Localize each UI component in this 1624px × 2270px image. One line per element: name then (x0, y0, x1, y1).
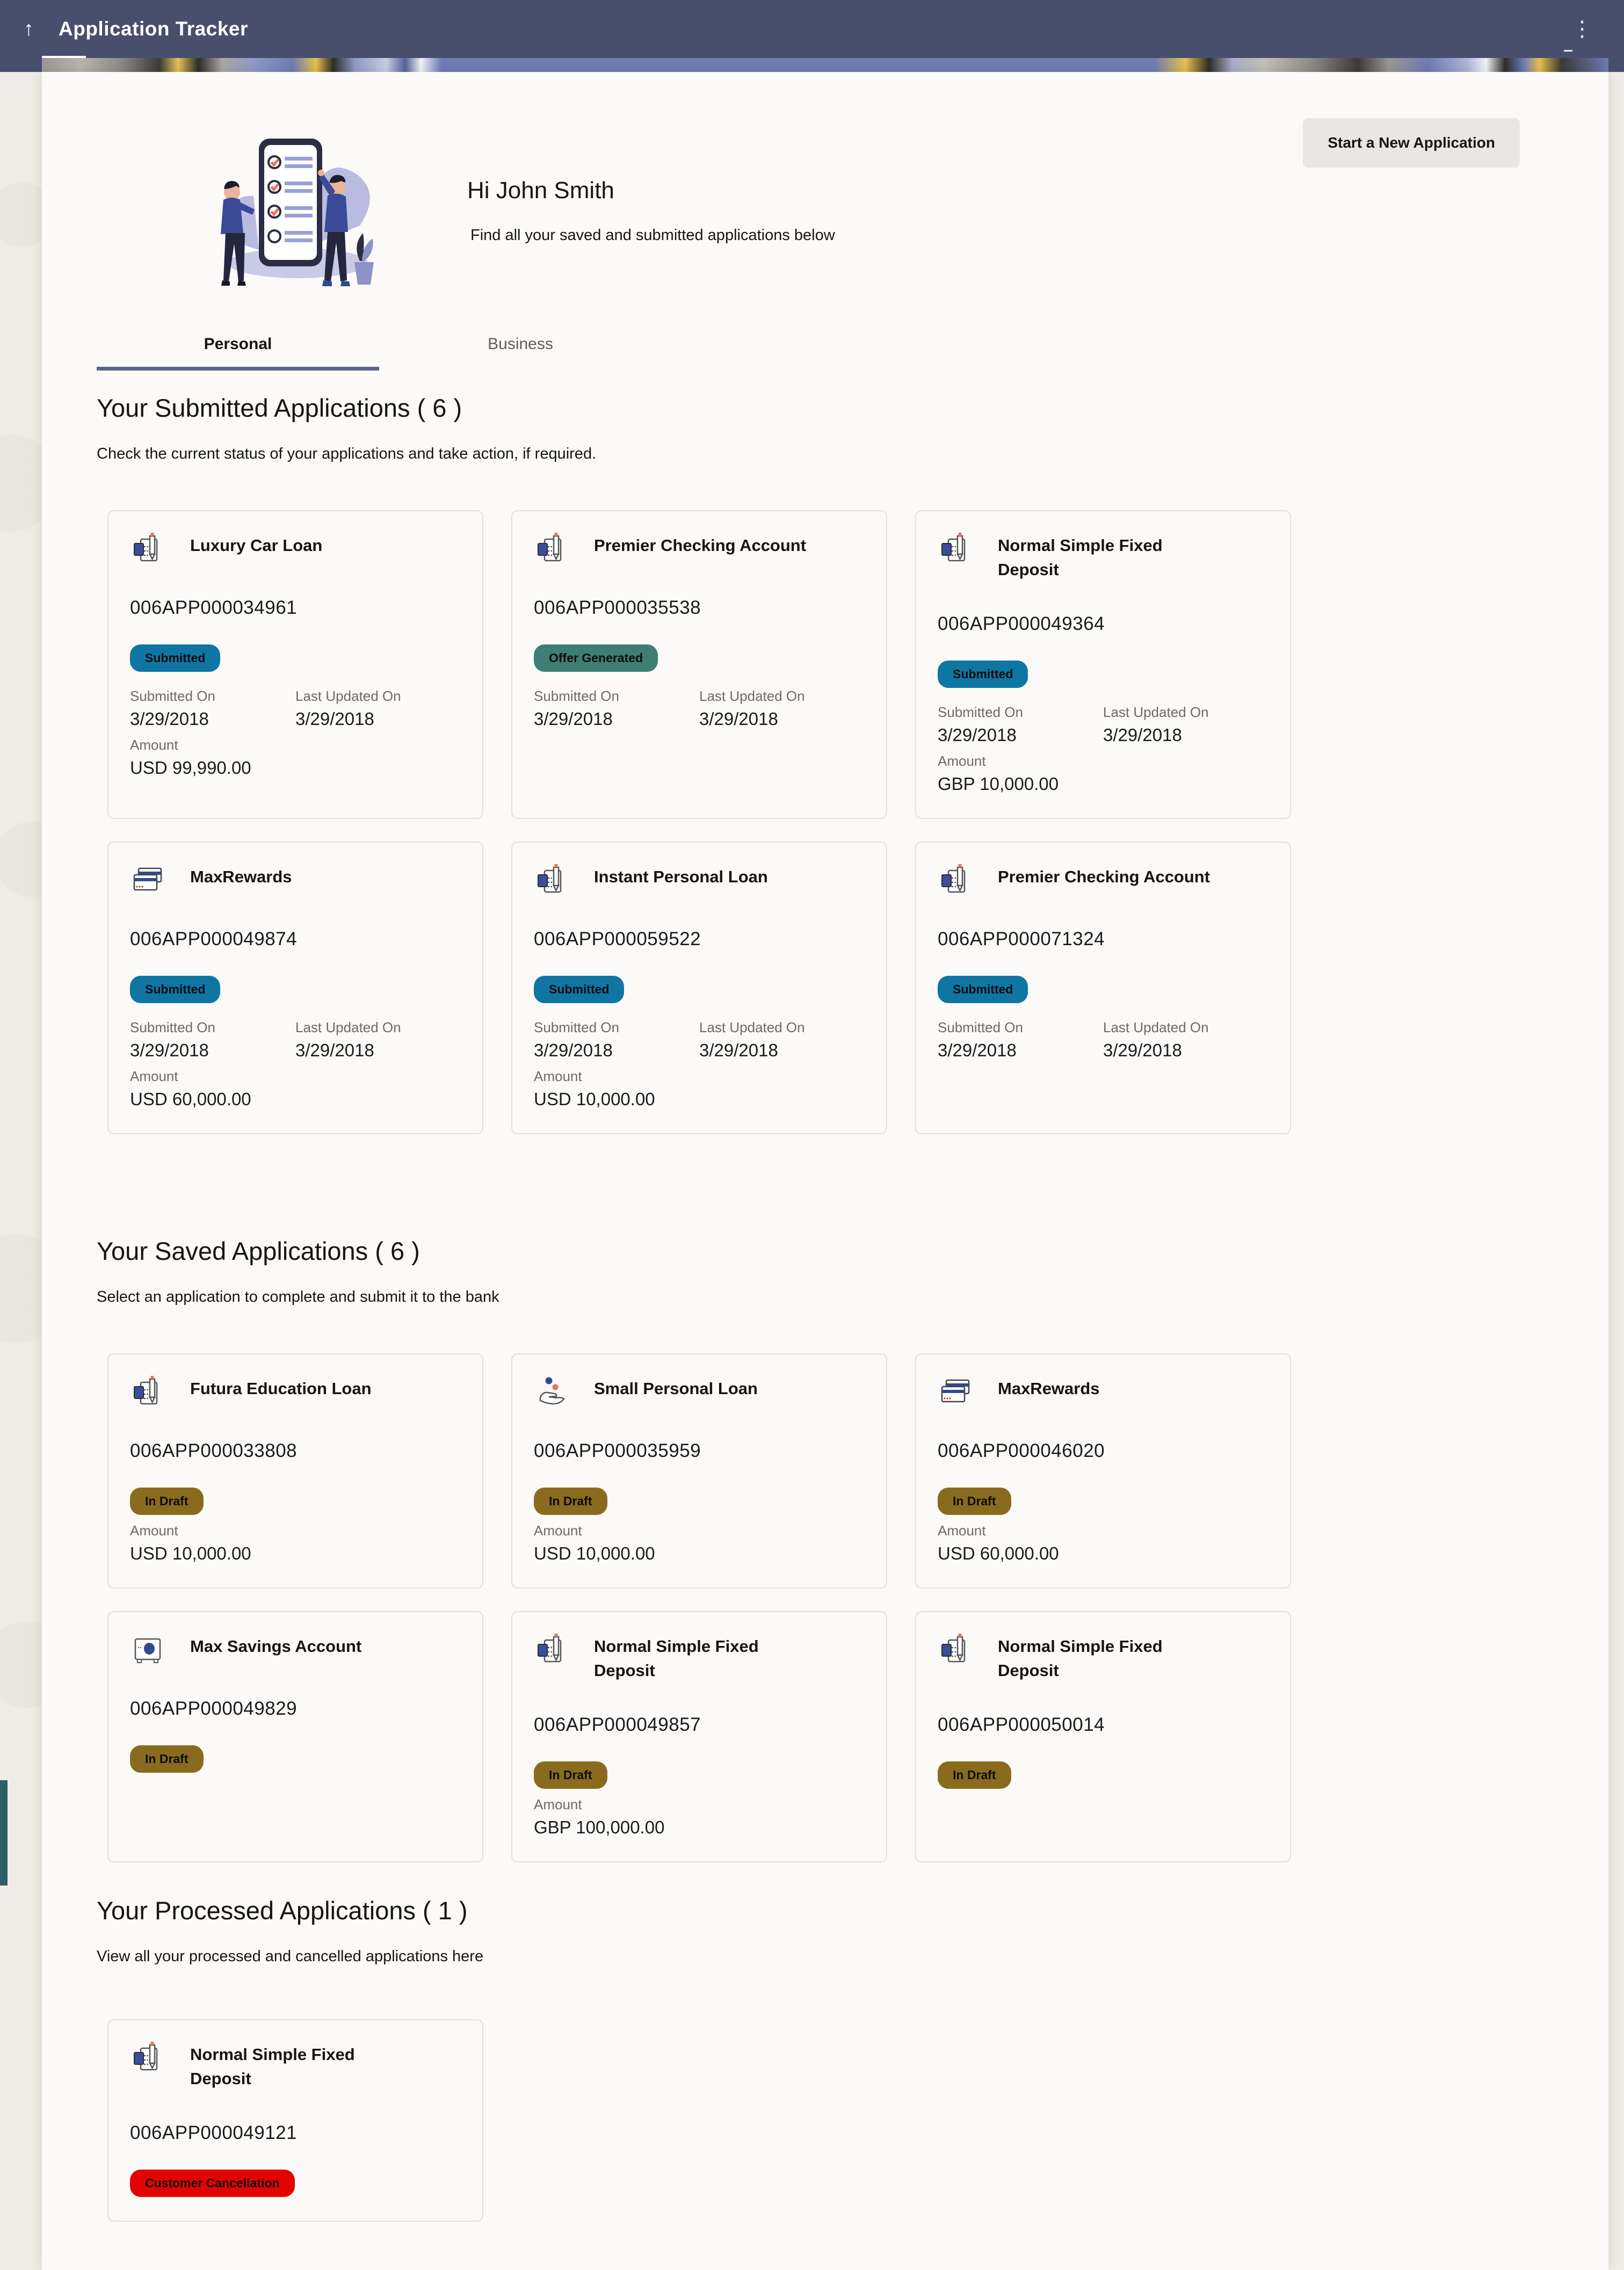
banner-row (0, 58, 1624, 72)
product-name: MaxRewards (190, 867, 292, 886)
section-title-submitted: Your Submitted Applications ( 6 ) (97, 394, 462, 422)
application-card[interactable] (915, 1611, 1291, 1862)
savings-box-icon (130, 1631, 165, 1667)
status-badge: In Draft (534, 1488, 607, 1515)
status-badge: Submitted (938, 976, 1028, 1003)
field-value: 3/29/2018 (295, 1040, 374, 1060)
product-name: Normal Simple Fixed Deposit (998, 536, 1163, 579)
amount-value: USD 10,000.00 (534, 1543, 655, 1563)
page-title: Application Tracker (59, 18, 248, 40)
tabs (97, 325, 1520, 367)
application-card[interactable] (915, 842, 1291, 1134)
status-badge: Customer Cancellation (130, 2170, 295, 2197)
amount-field (130, 737, 461, 778)
amount-label: Amount (534, 1068, 582, 1084)
date-fields (938, 697, 1268, 745)
amount-field (938, 753, 1268, 794)
amount-value: GBP 100,000.00 (534, 1817, 665, 1837)
card-head (130, 865, 461, 897)
status-badge: Submitted (130, 976, 220, 1003)
amount-label: Amount (938, 1522, 986, 1539)
application-form-icon (130, 531, 165, 566)
section-subtitle-submitted: Check the current status of your applications and take action, if required. (97, 445, 597, 462)
application-reference-number: 006APP000033808 (130, 1440, 298, 1461)
application-card[interactable] (511, 1353, 887, 1589)
field-value: 3/29/2018 (534, 1040, 613, 1060)
card-head (130, 2043, 461, 2091)
saved-applications-section (97, 1236, 1520, 1862)
amount-value: USD 10,000.00 (534, 1089, 655, 1109)
application-form-icon (534, 531, 569, 566)
field-label: Submitted On (938, 1019, 1023, 1035)
application-reference-number: 006APP000050014 (938, 1714, 1105, 1735)
application-card[interactable] (107, 842, 483, 1134)
application-form-icon (534, 862, 569, 897)
application-card[interactable] (511, 1611, 887, 1862)
banner-collage-image (42, 58, 1608, 72)
kebab-menu-icon[interactable]: ⋮ (1571, 17, 1593, 41)
application-card[interactable] (107, 1611, 483, 1862)
amount-field (534, 1796, 865, 1838)
amount-label: Amount (534, 1522, 582, 1539)
field-value: 3/29/2018 (1103, 1040, 1182, 1060)
card-head (938, 1635, 1268, 1683)
field-label: Submitted On (130, 688, 215, 704)
tab-business[interactable]: Business (488, 335, 553, 353)
amount-value: USD 99,990.00 (130, 758, 251, 778)
application-card[interactable] (915, 1353, 1291, 1589)
section-subtitle-processed: View all your processed and cancelled applications here (97, 1947, 484, 1965)
submitted-cards-grid (107, 510, 1520, 1134)
status-badge: Submitted (130, 644, 220, 672)
field-label: Last Updated On (295, 688, 401, 704)
application-card[interactable] (511, 510, 887, 819)
application-card[interactable] (915, 510, 1291, 819)
application-reference-number: 006APP000046020 (938, 1440, 1105, 1461)
credit-card-icon (130, 862, 165, 897)
amount-label: Amount (130, 1522, 178, 1539)
amount-label: Amount (938, 752, 986, 769)
field-value: 3/29/2018 (938, 724, 1017, 745)
application-reference-number: 006APP000035959 (534, 1440, 701, 1461)
card-head (938, 865, 1268, 897)
application-card[interactable] (511, 842, 887, 1134)
field-label: Submitted On (130, 1019, 215, 1035)
loan-hand-icon (534, 1374, 569, 1409)
card-head (130, 1377, 461, 1409)
status-badge: Offer Generated (534, 644, 658, 672)
status-badge: In Draft (130, 1745, 204, 1773)
section-title-processed: Your Processed Applications ( 1 ) (97, 1896, 468, 1925)
field-value: 3/29/2018 (699, 1040, 778, 1060)
card-head (938, 1377, 1268, 1409)
amount-field (534, 1068, 865, 1109)
field-value: 3/29/2018 (699, 709, 778, 729)
application-form-icon (938, 1631, 973, 1667)
amount-value: GBP 10,000.00 (938, 773, 1059, 794)
submitted-applications-section (97, 393, 1520, 1134)
status-badge: In Draft (534, 1761, 607, 1789)
header-underline-dash (42, 56, 86, 58)
header-dash-decoration (1564, 50, 1572, 52)
field-label: Last Updated On (699, 1019, 805, 1035)
field-label: Last Updated On (699, 688, 805, 704)
amount-field (130, 1068, 461, 1109)
field-value: 3/29/2018 (130, 709, 209, 729)
amount-label: Amount (130, 737, 178, 753)
application-reference-number: 006APP000034961 (130, 597, 298, 618)
application-form-icon (534, 1631, 569, 1667)
date-fields (938, 1012, 1268, 1061)
field-label: Submitted On (938, 704, 1023, 720)
application-reference-number: 006APP000049874 (130, 928, 298, 949)
amount-label: Amount (130, 1068, 178, 1084)
greeting-text (467, 177, 835, 244)
amount-value: USD 10,000.00 (130, 1543, 251, 1563)
card-head (534, 1377, 865, 1409)
product-name: Normal Simple Fixed Deposit (594, 1636, 759, 1680)
field-value: 3/29/2018 (534, 709, 613, 729)
greeting-subtitle: Find all your saved and submitted applications below (470, 227, 835, 244)
application-card[interactable] (107, 1353, 483, 1589)
field-value: 3/29/2018 (130, 1040, 209, 1060)
application-reference-number: 006APP000049121 (130, 2122, 298, 2143)
product-name: Premier Checking Account (998, 867, 1210, 886)
product-name: Normal Simple Fixed Deposit (998, 1636, 1163, 1680)
tab-personal[interactable]: Personal (97, 325, 379, 367)
application-form-icon (130, 2040, 165, 2075)
date-fields (534, 680, 865, 729)
amount-value: USD 60,000.00 (130, 1089, 251, 1109)
date-fields (534, 1012, 865, 1061)
card-head (534, 1635, 865, 1683)
card-head (130, 1635, 461, 1667)
app-header (0, 0, 1624, 58)
product-name: Premier Checking Account (594, 536, 807, 555)
card-head (534, 534, 865, 566)
status-badge: In Draft (938, 1761, 1011, 1789)
product-name: Instant Personal Loan (594, 867, 768, 886)
field-label: Last Updated On (1103, 704, 1209, 720)
section-title-saved: Your Saved Applications ( 6 ) (97, 1236, 420, 1265)
application-tracker-panel (42, 72, 1608, 2270)
application-form-icon (938, 531, 973, 566)
section-subtitle-saved: Select an application to complete and submit it to the bank (97, 1288, 499, 1306)
amount-label: Amount (534, 1796, 582, 1812)
field-value: 3/29/2018 (1103, 724, 1182, 745)
date-fields (130, 1012, 461, 1061)
saved-cards-grid (107, 1353, 1520, 1862)
field-label: Submitted On (534, 1019, 619, 1035)
greeting-row (97, 72, 1520, 301)
product-name: Futura Education Loan (190, 1379, 372, 1398)
application-reference-number: 006APP000049857 (534, 1714, 701, 1735)
product-name: Max Savings Account (190, 1636, 362, 1656)
processed-cards-grid (107, 2019, 1520, 2222)
application-reference-number: 006APP000035538 (534, 597, 701, 618)
application-card[interactable] (107, 510, 483, 819)
checklist-people-illustration (199, 124, 381, 301)
back-arrow-icon[interactable]: ↑ (24, 18, 34, 40)
card-head (534, 865, 865, 897)
application-form-icon (130, 1374, 165, 1409)
amount-field (130, 1522, 461, 1564)
application-reference-number: 006APP000049829 (130, 1698, 298, 1719)
start-new-application-button[interactable]: Start a New Application (1303, 118, 1520, 168)
product-name: Normal Simple Fixed Deposit (190, 2044, 355, 2088)
field-label: Submitted On (534, 688, 619, 704)
application-reference-number: 006APP000071324 (938, 928, 1105, 949)
application-form-icon (938, 862, 973, 897)
product-name: Small Personal Loan (594, 1379, 758, 1398)
field-label: Last Updated On (295, 1019, 401, 1035)
status-badge: In Draft (938, 1488, 1011, 1515)
field-value: 3/29/2018 (938, 1040, 1017, 1060)
application-card[interactable] (107, 2019, 483, 2222)
application-reference-number: 006APP000049364 (938, 613, 1105, 634)
credit-card-icon (938, 1374, 973, 1409)
application-reference-number: 006APP000059522 (534, 928, 701, 949)
product-name: Luxury Car Loan (190, 536, 323, 555)
field-value: 3/29/2018 (295, 709, 374, 729)
amount-field (534, 1522, 865, 1564)
status-badge: Submitted (534, 976, 624, 1003)
field-label: Last Updated On (1103, 1019, 1209, 1035)
card-head (938, 534, 1268, 582)
product-name: MaxRewards (998, 1379, 1100, 1398)
amount-value: USD 60,000.00 (938, 1543, 1059, 1563)
processed-applications-section (97, 1896, 1520, 2222)
teal-edge-decoration (0, 1780, 8, 1885)
status-badge: In Draft (130, 1488, 204, 1515)
greeting-title: Hi John Smith (467, 177, 614, 204)
date-fields (130, 680, 461, 729)
amount-field (938, 1522, 1268, 1564)
card-head (130, 534, 461, 566)
status-badge: Submitted (938, 661, 1028, 688)
